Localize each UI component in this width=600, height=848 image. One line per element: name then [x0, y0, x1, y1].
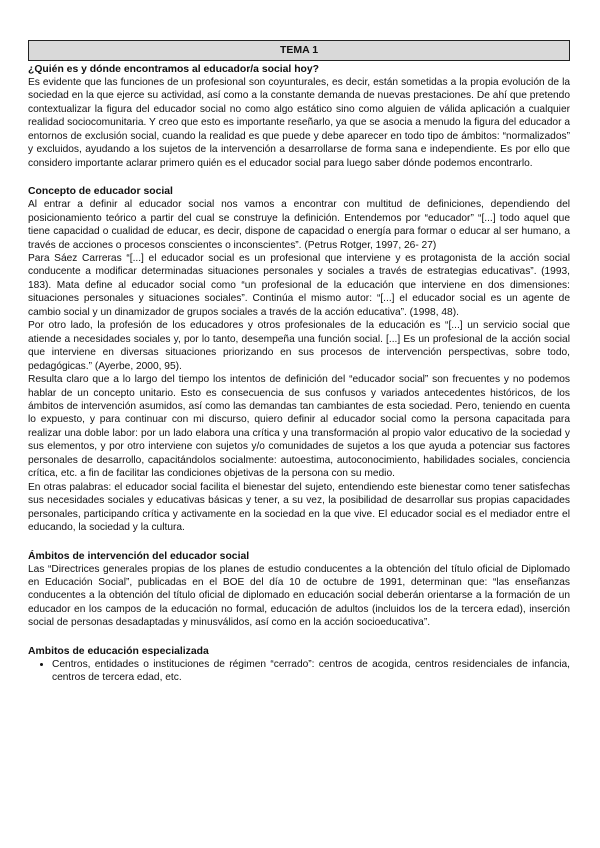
- spacer: [28, 630, 570, 643]
- paragraph: Por otro lado, la profesión de los educadores y otros profesionales de la educación es “[...] un servicio social que atiende a necesidades sociales y, por lo tanto, desempeña una función social. [...] Es un profesional de la acción social que interviene en diversas situaciones priorizando en sus procesos de intervención perspectivas, sobre todo, pedagógicas.” (Ayerbe, 2000, 95).: [28, 320, 570, 372]
- section-heading-areas: Ámbitos de intervención del educador social: [28, 550, 250, 562]
- paragraph: Resulta claro que a lo largo del tiempo los intentos de definición del “educador social” son frecuentes y no podemos hablar de un concepto unitario. Esto es consecuencia de sus confusos y variados antecedentes históricos, de los ámbitos de intervención asumidos, así como las demandas tan cambiantes de esta sociedad. Pero, teniendo en cuenta lo expuesto, y para continuar con mi discurso, quiero definir al educador social como la persona capacitada para realizar una doble labor: por un lado elabora una crítica y una transformación al propio valor educativo de la sociedad y sus elementos, y por otro interviene con sujetos y/o comunidades de sujetos a los que ayuda a potenciar sus factores personales de desarrollo, capacitándolos socialmente: autoestima, autoconocimiento, habilidades sociales, conciencia crítica, etc. a fin de facilitar las condiciones objetivas de la persona con su medio.: [28, 374, 570, 480]
- spacer: [28, 535, 570, 548]
- paragraph: Para Sáez Carreras “[...] el educador social es un profesional que interviene y es protagonista de la acción social conducente a modificar determinadas situaciones personales y sociales a través de estrategias educativas”. (1993, 183). Mata define al educador social como “un profesional de la educación que interviene en dos dimensiones: situaciones personales y situaciones sociales”. Continúa el mismo autor: “[...] el educador social es un agente de cambio social y un dinamizador de grupos sociales a través de la acción educativa”. (1998, 48).: [28, 252, 570, 318]
- section-heading-specialized: Ambitos de educación especializada: [28, 645, 209, 657]
- list-item: • Centros, entidades o instituciones de régimen “cerrado”: centros de acogida, centros residenciales de infancia, centros de tercera edad, etc.: [52, 658, 570, 685]
- spacer: [28, 170, 570, 183]
- paragraph: Al entrar a definir al educador social nos vamos a encontrar con multitud de definiciones, dependiendo del posicionamiento teórico a partir del cual se construye la definición. Entendemos por “educador” “[...] todo aquel que tiene capacidad o cualidad de educar, es decir, dispone de capacidad o energía para formar o educar al ser humano, a través de acciones o procesos conscientes o inconscientes”. (Petrus Rotger, 1997, 26- 27): [28, 199, 570, 251]
- bullet-list: [28, 658, 570, 685]
- paragraph: En otras palabras: el educador social facilita el bienestar del sujeto, entendiendo este bienestar como tener satisfechas sus necesidades sociales y educativas básicas y tener, a su vez, la posibilidad de desarrollar sus propias capacidades personales, participando crítica y activamente en la sociedad en la que vive. El educador social es el mediador entre el educando, la sociedad y la cultura.: [28, 481, 570, 534]
- section-heading-concept: Concepto de educador social: [28, 186, 173, 198]
- paragraph: Las “Directrices generales propias de los planes de estudio conducentes a la obtención del título oficial de Diplomado en Educación Social”, publicadas en el BOE del día 10 de octubre de 1991, determinan que: “las enseñanzas conducentes a la obtención del título oficial de diplomado en educación social deberán orientarse a la formación de un educador en los campos de la educación no formal, educación de adultos (incluidos los de la tercera edad), inserción social de personas desadaptadas y minusválidos, así como en la acción socioeducativa”.: [28, 563, 570, 629]
- paragraph: Es evidente que las funciones de un profesional son coyunturales, es decir, están sometidas a la propia evolución de la sociedad en la que ejerce su actividad, así como a la constante demanda de nuevas prestaciones. De ahí que pretendo contextualizar la figura del educador social no como algo estático sino como alguien de válida aplicación a cualquier realidad sociocomunitaria. Y creo que esto es importante reseñarlo, ya que se asocia a menudo la figura del educador a entornos de exclusión social, cuando la realidad es que puede y debe aparecer en todo tipo de ámbitos: “normalizados” y excluidos, ayudando a los sujetos de la intervención a desarrollarse de forma sana e independiente. Es por ello que considero importante aclarar primero quién es el educador social para luego saber dónde podemos encontrarlo.: [28, 77, 570, 169]
- document-page: [28, 40, 570, 685]
- section-heading-who: ¿Quién es y dónde encontramos al educador/a social hoy?: [28, 64, 320, 75]
- page-title: TEMA 1: [28, 40, 570, 61]
